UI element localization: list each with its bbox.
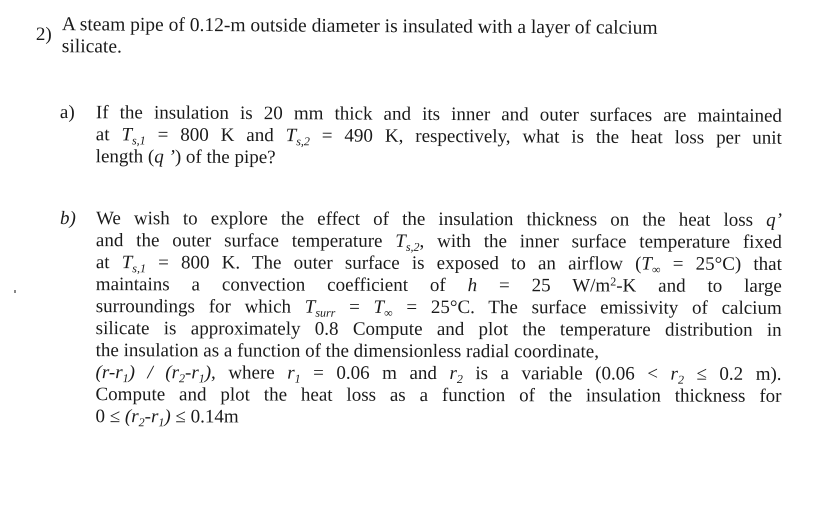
symbol-T: T bbox=[285, 125, 297, 147]
part-b-text-4b: = 25 W/m bbox=[477, 275, 611, 297]
part-b-text-6: silicate is approximately 0.8 Compute and plot the temperature distribution in bbox=[95, 318, 782, 341]
part-b-line-2 bbox=[96, 230, 782, 254]
math-close: ), bbox=[204, 362, 216, 384]
math-close: ) bbox=[164, 406, 171, 428]
subscript-s1: s,1 bbox=[131, 133, 146, 148]
part-b-line-7 bbox=[96, 340, 782, 364]
part-b-line-9 bbox=[95, 384, 781, 408]
part-b-text-4c: -K and to large bbox=[616, 275, 782, 297]
symbol-T: T bbox=[121, 252, 133, 274]
part-b-line-6 bbox=[96, 318, 782, 342]
subscript-2: 2 bbox=[138, 415, 145, 430]
problem-2 bbox=[36, 14, 816, 63]
part-b-text-where: where bbox=[215, 362, 288, 384]
part-b-line-3 bbox=[96, 252, 782, 276]
part-b-text-7: the insulation as a function of the dimensionless radial coordinate, bbox=[95, 340, 600, 363]
part-b-body bbox=[95, 208, 782, 430]
part-b-text-3b: = 800 K. The outer surface is exposed to an airflow ( bbox=[145, 252, 642, 275]
part-b-line-4 bbox=[96, 274, 782, 298]
part-b-text-1: We wish to explore the effect of the insulation thickness on the heat loss bbox=[95, 208, 767, 231]
problem-number: 2) bbox=[35, 23, 52, 46]
part-a-text-2c: = 490 K, respectively, what is the heat loss per unit bbox=[309, 125, 782, 149]
problem-text-line-2: silicate. bbox=[61, 36, 122, 58]
part-b-text-9: Compute and plot the heat loss as a function of the insulation thickness for bbox=[95, 384, 782, 407]
subscript-1: 1 bbox=[294, 371, 301, 386]
subscript-2: 2 bbox=[677, 372, 684, 387]
symbol-T: T bbox=[395, 230, 406, 252]
part-b-text-10e: ≤ 0.14m bbox=[170, 406, 239, 428]
problem-text-line-1: A steam pipe of 0.12-m outside diameter is insulated with a layer of calcium bbox=[61, 14, 658, 39]
part-b-line-8 bbox=[96, 362, 782, 386]
symbol-q-prime: q’ bbox=[766, 209, 782, 231]
symbol-q-prime: q ’ bbox=[154, 146, 175, 168]
subscript-1: 1 bbox=[158, 415, 165, 430]
math-minus-r: -r bbox=[184, 362, 199, 384]
part-a-text-2b: = 800 K and bbox=[145, 124, 286, 147]
part-a-text-3b: ) of the pipe? bbox=[174, 146, 276, 169]
part-a bbox=[60, 102, 782, 172]
part-b-line-10 bbox=[95, 406, 781, 430]
subscript-surr: surr bbox=[315, 305, 336, 320]
part-b-text-5b: = bbox=[335, 296, 374, 318]
problem-statement bbox=[62, 14, 774, 62]
symbol-r: r bbox=[449, 363, 457, 385]
subscript-s1: s,1 bbox=[132, 261, 146, 276]
part-b-text-8e: = 0.06 m and bbox=[300, 362, 450, 385]
part-b-text-2b: , with the inner surface temperature fixed bbox=[419, 230, 782, 253]
part-a-text-2a: at bbox=[95, 124, 122, 146]
margin-speck bbox=[14, 290, 16, 293]
part-b-text-5a: surroundings for which bbox=[95, 296, 305, 318]
subscript-infinity: ∞ bbox=[651, 262, 661, 277]
subscript-s2: s,2 bbox=[296, 134, 310, 149]
subscript-s2: s,2 bbox=[405, 239, 420, 254]
subscript-2: 2 bbox=[456, 372, 463, 387]
superscript-2: 2 bbox=[610, 274, 617, 289]
subscript-infinity: ∞ bbox=[384, 305, 393, 320]
part-a-line-3 bbox=[96, 146, 782, 172]
subscript-2: 2 bbox=[178, 371, 186, 386]
math-r2: (r bbox=[124, 406, 139, 428]
part-b-text-4a: maintains a convection coefficient of bbox=[95, 274, 468, 297]
subscript-1: 1 bbox=[198, 371, 205, 386]
part-a-label: a) bbox=[59, 102, 75, 124]
part-b-text-3c: = 25°C) that bbox=[660, 253, 782, 275]
part-b-text-2a: and the outer surface temperature bbox=[95, 230, 396, 252]
part-b-line-5 bbox=[96, 296, 782, 320]
math-fraction-mid: ) / (r bbox=[128, 362, 180, 384]
symbol-T: T bbox=[373, 296, 385, 318]
symbol-r: r bbox=[670, 363, 679, 385]
symbol-T: T bbox=[304, 296, 316, 318]
part-b-text-8g: ≤ 0.2 m). bbox=[683, 363, 782, 385]
part-b-line-1 bbox=[96, 208, 782, 232]
math-r-minus-r1: (r-r bbox=[95, 362, 123, 384]
symbol-T: T bbox=[641, 253, 653, 275]
symbol-h: h bbox=[467, 275, 478, 297]
math-minus-r: -r bbox=[144, 406, 159, 428]
symbol-r: r bbox=[287, 362, 295, 384]
part-a-text-1: If the insulation is 20 mm thick and its inner and outer surfaces are maintained bbox=[95, 102, 782, 127]
part-b-text-10a: 0 ≤ bbox=[95, 406, 125, 428]
part-b-text-8f: is a variable (0.06 < bbox=[462, 363, 671, 385]
part-a-text-3a: length ( bbox=[95, 146, 155, 168]
part-b-text-5c: = 25°C. The surface emissivity of calcium bbox=[392, 296, 782, 319]
part-b bbox=[59, 208, 782, 430]
part-b-label: b) bbox=[59, 208, 76, 230]
subscript-1: 1 bbox=[122, 371, 129, 386]
symbol-T: T bbox=[121, 124, 133, 146]
part-b-text-3a: at bbox=[95, 252, 122, 274]
part-a-body bbox=[96, 102, 782, 172]
